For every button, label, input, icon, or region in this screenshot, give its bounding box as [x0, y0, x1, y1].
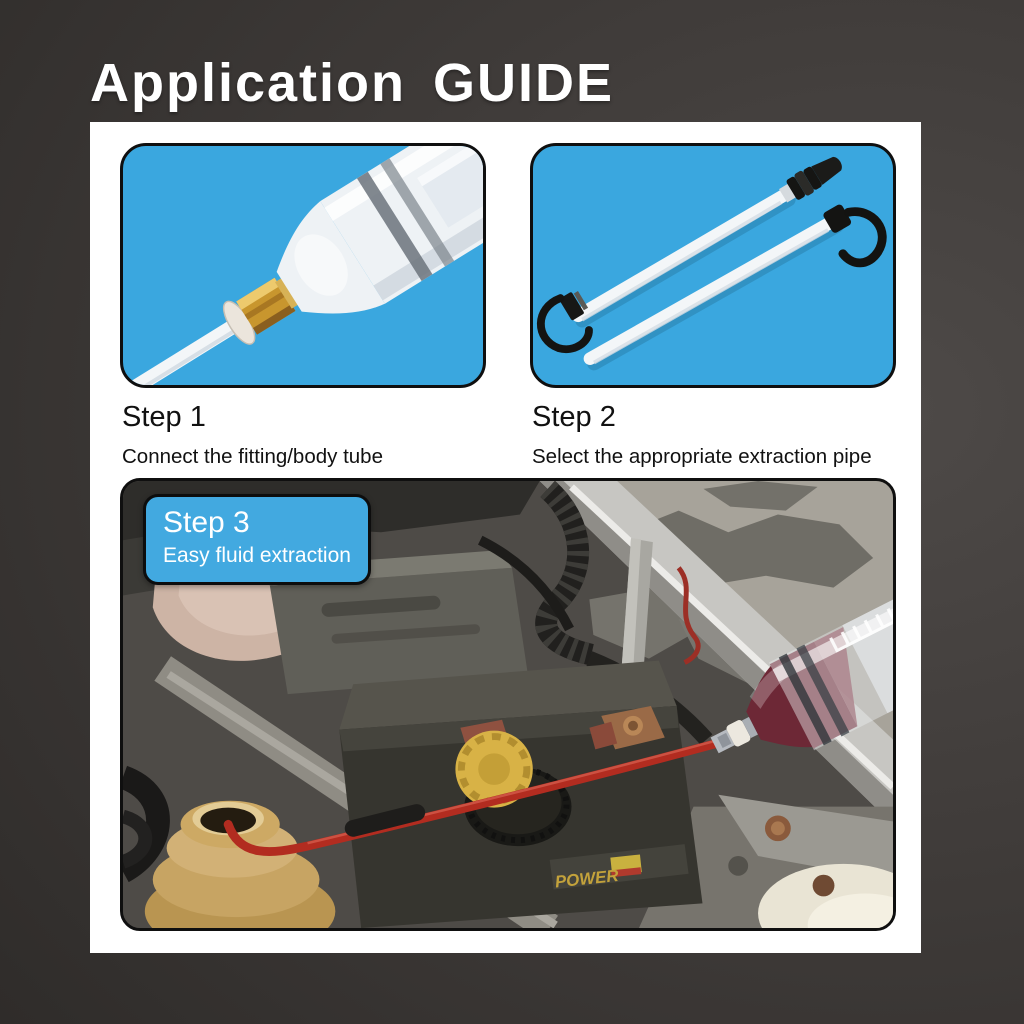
- extraction-pipes-illustration: [533, 146, 893, 385]
- step-1-section: [120, 143, 486, 469]
- syringe-body-group: [123, 146, 483, 385]
- step-1-photo-panel: [120, 143, 486, 388]
- step-1-label: Step 1: [122, 401, 206, 433]
- step-3-label: Step 3: [163, 506, 250, 539]
- step-3-description: Easy fluid extraction: [163, 544, 351, 567]
- step-3-badge: [143, 494, 371, 585]
- step-2-section: [530, 143, 896, 469]
- syringe-fitting-illustration: [123, 146, 483, 385]
- guide-card: [90, 122, 921, 953]
- battery-brand-text: POWER: [554, 866, 620, 892]
- step-2-label: Step 2: [532, 401, 616, 433]
- steps-row: [120, 143, 896, 469]
- step-2-photo-panel: [530, 143, 896, 388]
- step-3-photo: [120, 478, 896, 931]
- step-2-description: Select the appropriate extraction pipe: [532, 445, 872, 468]
- step-1-description: Connect the fitting/body tube: [122, 445, 383, 468]
- page-title: Application GUIDE: [90, 53, 615, 113]
